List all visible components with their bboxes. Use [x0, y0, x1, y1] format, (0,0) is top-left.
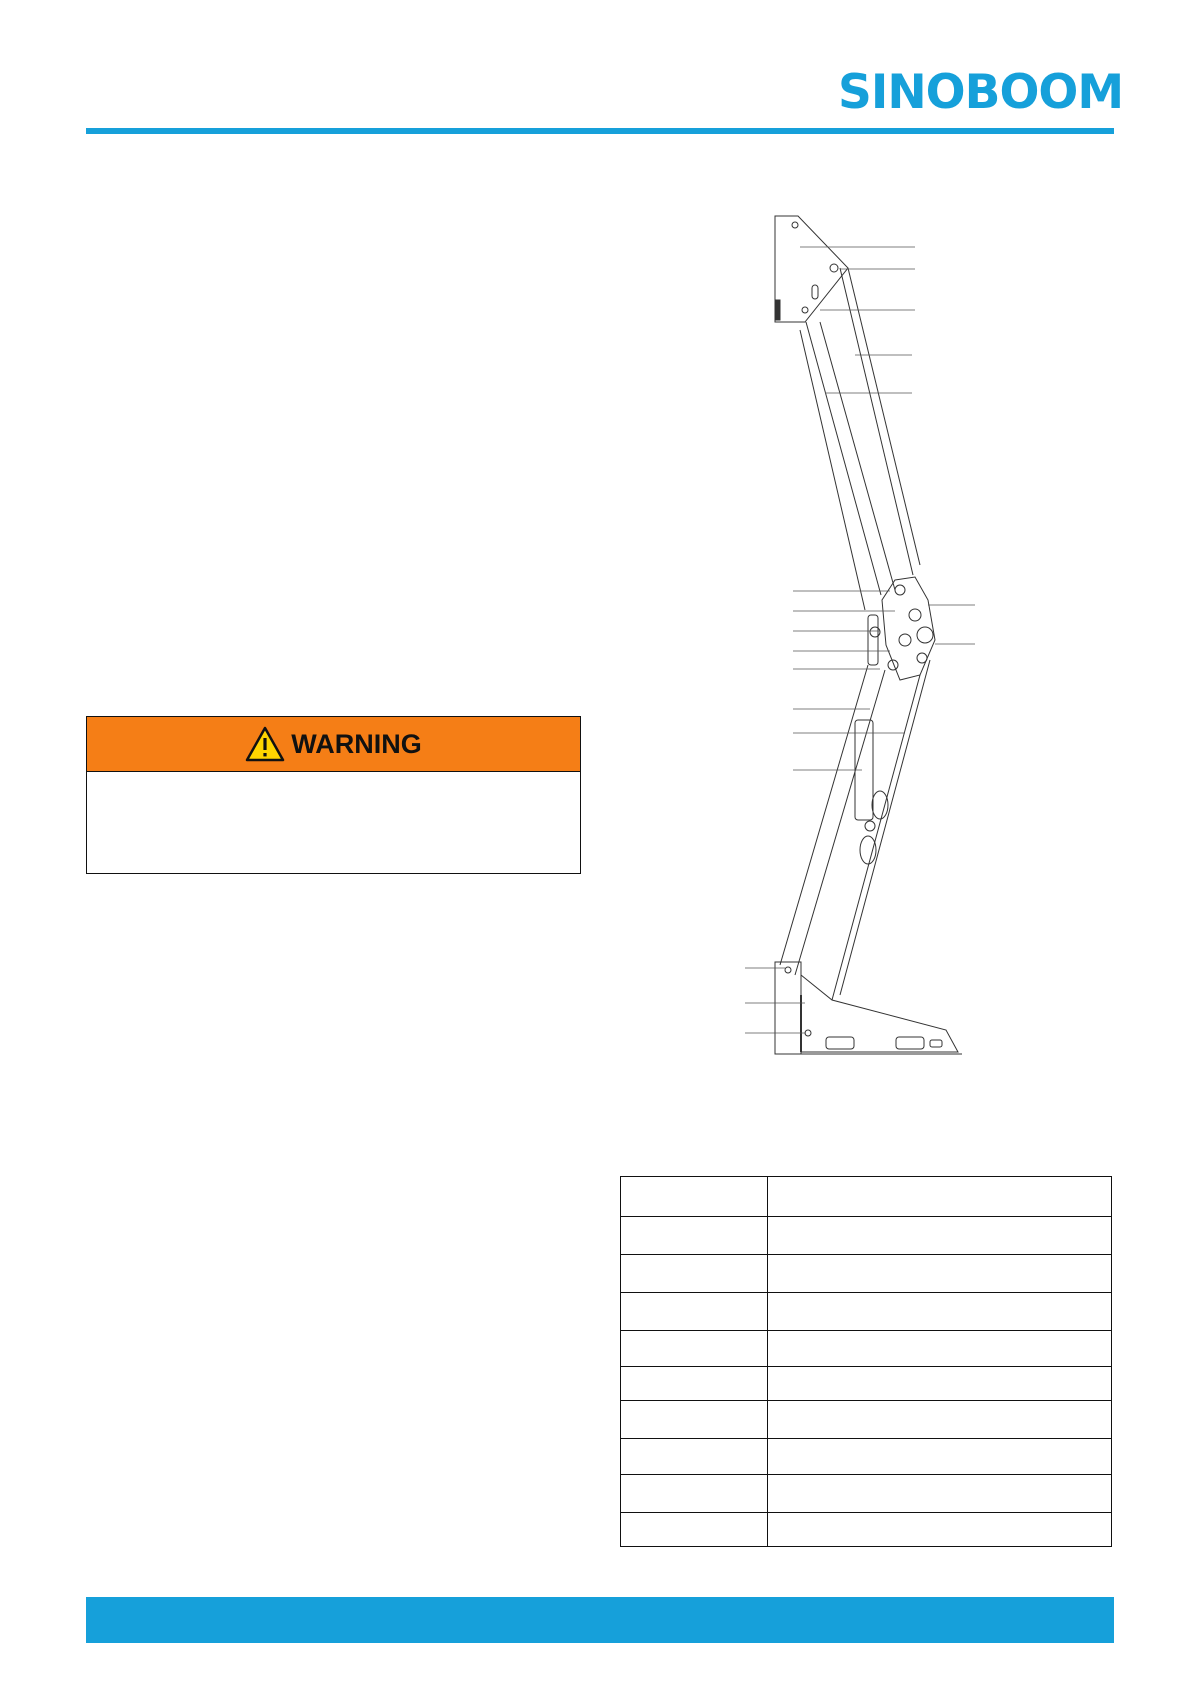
table-cell	[621, 1475, 768, 1513]
boom-linkage-diagram	[740, 210, 980, 1060]
table-cell	[621, 1401, 768, 1439]
table-cell	[768, 1177, 1112, 1217]
table-row	[621, 1439, 1112, 1475]
warning-triangle-icon	[245, 726, 285, 762]
table-cell	[621, 1331, 768, 1367]
table-cell	[768, 1439, 1112, 1475]
warning-box	[86, 716, 581, 874]
header-rule	[86, 128, 1114, 134]
table-row	[621, 1217, 1112, 1255]
table-cell	[621, 1177, 768, 1217]
table-cell	[768, 1217, 1112, 1255]
warning-body	[87, 772, 580, 872]
table-cell	[621, 1255, 768, 1293]
table-row	[621, 1293, 1112, 1331]
table-row	[621, 1475, 1112, 1513]
diagram-upper-arms	[800, 268, 920, 610]
diagram-leader-lines	[745, 247, 975, 1033]
table-row	[621, 1255, 1112, 1293]
table-cell	[621, 1439, 768, 1475]
warning-header	[87, 717, 580, 772]
table-cell	[621, 1217, 768, 1255]
table-cell	[621, 1513, 768, 1547]
diagram-lower-arms	[780, 660, 930, 1000]
table-row	[621, 1177, 1112, 1217]
table-cell	[768, 1401, 1112, 1439]
table-cell	[768, 1513, 1112, 1547]
table-row	[621, 1513, 1112, 1547]
footer-bar	[86, 1597, 1114, 1643]
warning-title: WARNING	[291, 728, 422, 759]
table-row	[621, 1401, 1112, 1439]
table-cell	[768, 1331, 1112, 1367]
table-cell	[768, 1293, 1112, 1331]
table-cell	[621, 1293, 768, 1331]
spec-table	[620, 1176, 1112, 1547]
table-cell	[621, 1367, 768, 1401]
table-row	[621, 1367, 1112, 1401]
brand-logo: SINOBOOM	[838, 65, 1124, 120]
diagram-base	[775, 962, 962, 1054]
table-cell	[768, 1475, 1112, 1513]
diagram-upper-bracket	[775, 216, 848, 322]
diagram-middle-joint	[868, 577, 935, 680]
table-cell	[768, 1367, 1112, 1401]
table-row	[621, 1331, 1112, 1367]
table-cell	[768, 1255, 1112, 1293]
